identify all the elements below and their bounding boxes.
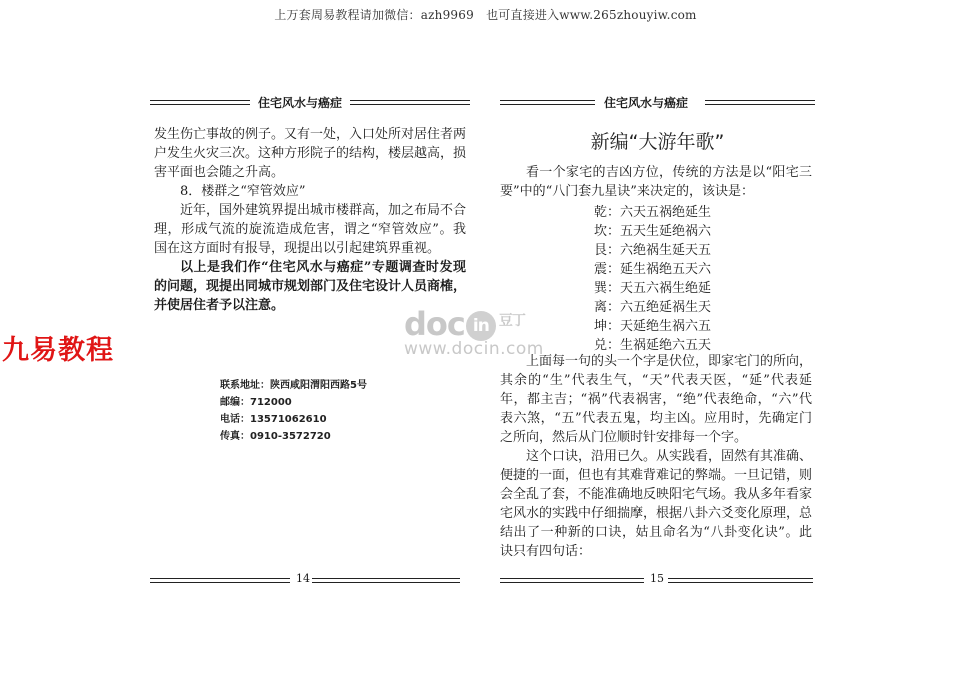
header-rule [350, 100, 470, 105]
running-header-title: 住宅风水与癌症 [604, 96, 689, 110]
logo-circle: in [466, 311, 496, 341]
contact-fax: 传真：0910-3572720 [220, 431, 331, 442]
verse-line: 乾：六天五祸绝延生 [594, 205, 712, 220]
watermark-url: www.docin.com [404, 339, 544, 359]
verse-line: 坎：五天生延绝祸六 [594, 224, 712, 239]
logo-cn: 豆丁 [498, 313, 525, 329]
section-heading: 8．楼群之“窄管效应” [180, 184, 306, 199]
contact-phone: 电话：13571062610 [220, 414, 327, 425]
footer-rule [500, 578, 644, 583]
logo-text: doc [404, 305, 465, 343]
contact-address: 联系地址：陕西咸阳渭阳西路5号 [220, 380, 367, 391]
header-rule [705, 100, 815, 105]
footer-rule [668, 578, 813, 583]
header-rule [150, 100, 250, 105]
footer-rule [312, 578, 460, 583]
right-page-body [500, 352, 812, 561]
paragraph: 发生伤亡事故的例子。又有一处，入口处所对居住者两户发生火灾三次。这种方形院子的结构，楼层越高，损害平面也会随之升高。 [154, 127, 467, 180]
page-number: 15 [650, 572, 664, 585]
left-page-body [154, 125, 466, 315]
verse-line: 震：延生祸绝五天六 [594, 262, 712, 277]
verse-line: 离：六五绝延祸生天 [594, 300, 712, 315]
paragraph: 这个口诀，沿用已久。从实践看，固然有其准确、便捷的一面，但也有其难背难记的弊端。一旦记错，则会全乱了套，不能准确地反映阳宅气场。我从多年看家宅风水的实践中仔细揣摩，根据八卦六爻变化原理，总结出了一种新的口诀，姑且命名为“八卦变化诀”。此诀只有四句话： [500, 449, 813, 559]
paragraph: 以上是我们作“住宅风水与癌症”专题调查时发现的问题，现提出同城市规划部门及住宅设计人员商榷，并使居住者予以注意。 [154, 260, 467, 313]
verse-line: 艮：六绝祸生延天五 [594, 243, 712, 258]
left-page-header [150, 95, 470, 111]
docin-logo [404, 305, 544, 343]
paragraph: 看一个家宅的吉凶方位，传统的方法是以“阳宅三要”中的“八门套九星诀”来决定的，该诀是： [500, 165, 812, 199]
paragraph: 近年，国外建筑界提出城市楼群高，加之布局不合理，形成气流的旋流造成危害，谓之“窄管效应”。我国在这方面时有报导，现提出以引起建筑界重视。 [154, 203, 467, 256]
top-banner: 上万套周易教程请加微信：azh9969 也可直接进入www.265zhouyiw.com [274, 8, 697, 22]
verse-line: 巽：天五六祸生绝延 [594, 281, 712, 296]
section-title: 新编“大游年歌” [590, 131, 725, 153]
header-rule [500, 100, 595, 105]
paragraph: 上面每一句的头一个字是伏位，即家宅门的所向，其余的“生”代表生气，“天”代表天医，“延”代表延年，都主吉；“祸”代表祸害，“绝”代表绝命，“六”代表六煞，“五”代表五鬼，均主凶。应用时，先确定门之所向，然后从门位顺时针安排每一个字。 [500, 354, 813, 445]
footer-rule [150, 578, 290, 583]
running-header-title: 住宅风水与癌症 [258, 96, 343, 110]
verse-list [594, 203, 711, 355]
docin-watermark [404, 305, 544, 359]
right-page-header [500, 95, 815, 111]
contact-postcode: 邮编：712000 [220, 397, 292, 408]
brand-label: 九易教程 [2, 335, 114, 366]
verse-line: 兑：生祸延绝六五天 [594, 338, 712, 353]
contact-info [220, 377, 367, 445]
intro-text [500, 163, 812, 201]
verse-line: 坤：天延绝生祸六五 [594, 319, 712, 334]
page-number: 14 [296, 572, 310, 585]
